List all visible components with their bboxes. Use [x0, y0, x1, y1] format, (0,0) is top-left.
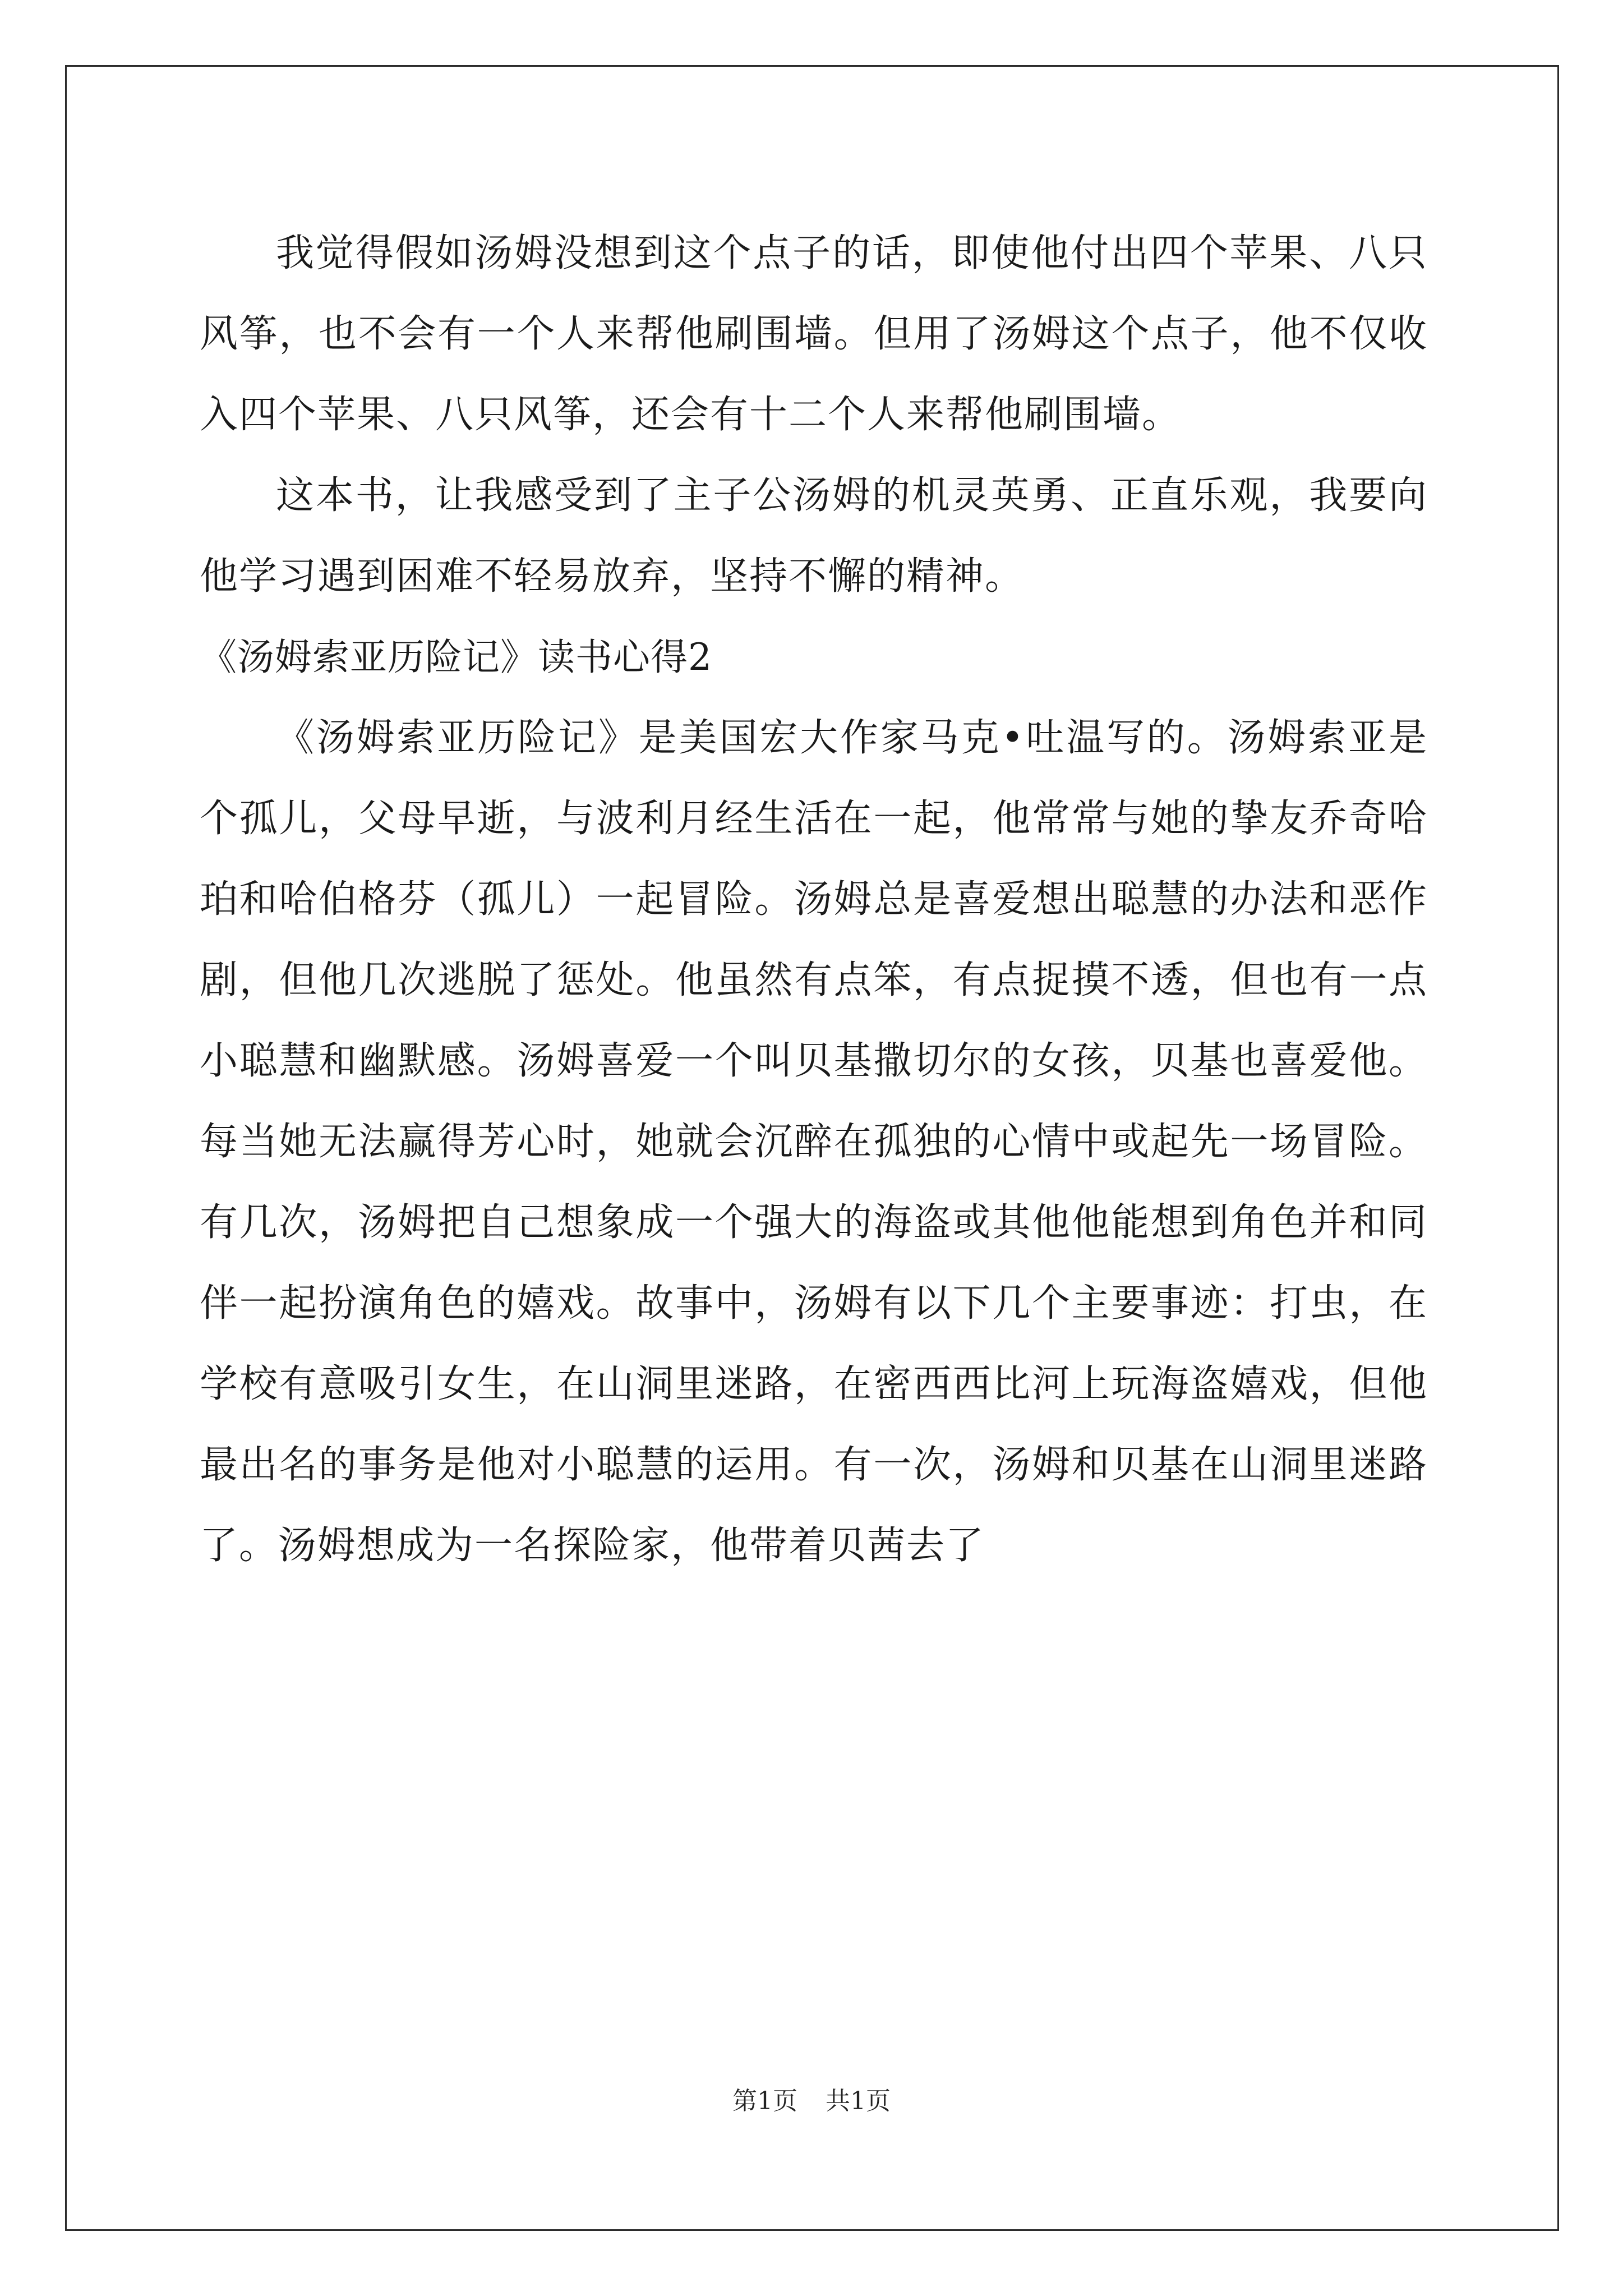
page-number-current: 第1页 — [732, 2087, 797, 2115]
page-number-total: 共1页 — [826, 2087, 891, 2115]
page-footer — [0, 2085, 1623, 2118]
paragraph-2: 这本书，让我感受到了主子公汤姆的机灵英勇、正直乐观，我要向他学习遇到困难不轻易放弃，坚持不懈的精神。 — [200, 473, 1428, 599]
document-body — [200, 213, 1428, 1586]
paragraph-3: 《汤姆索亚历险记》是美国宏大作家马克•吐温写的。汤姆索亚是个孤儿，父母早逝，与波利月经生活在一起，他常常与她的挚友乔奇哈珀和哈伯格芬（孤儿）一起冒险。汤姆总是喜爱想出聪慧的办法和恶作剧，但他几次逃脱了惩处。他虽然有点笨，有点捉摸不透，但也有一点小聪慧和幽默感。汤姆喜爱一个叫贝基撒切尔的女孩，贝基也喜爱他。每当她无法赢得芳心时，她就会沉醉在孤独的心情中或起先一场冒险。有几次，汤姆把自己想象成一个强大的海盗或其他他能想到角色并和同伴一起扮演角色的嬉戏。故事中，汤姆有以下几个主要事迹：打虫，在学校有意吸引女生，在山洞里迷路，在密西西比河上玩海盗嬉戏，但他最出名的事务是他对小聪慧的运用。有一次，汤姆和贝基在山洞里迷路了。汤姆想成为一名探险家，他带着贝茜去了 — [200, 716, 1428, 1568]
paragraph-1: 我觉得假如汤姆没想到这个点子的话，即使他付出四个苹果、八只风筝，也不会有一个人来帮他刷围墙。但用了汤姆这个点子，他不仅收入四个苹果、八只风筝，还会有十二个人来帮他刷围墙。 — [200, 231, 1428, 437]
section-heading: 《汤姆索亚历险记》读书心得2 — [200, 636, 712, 679]
